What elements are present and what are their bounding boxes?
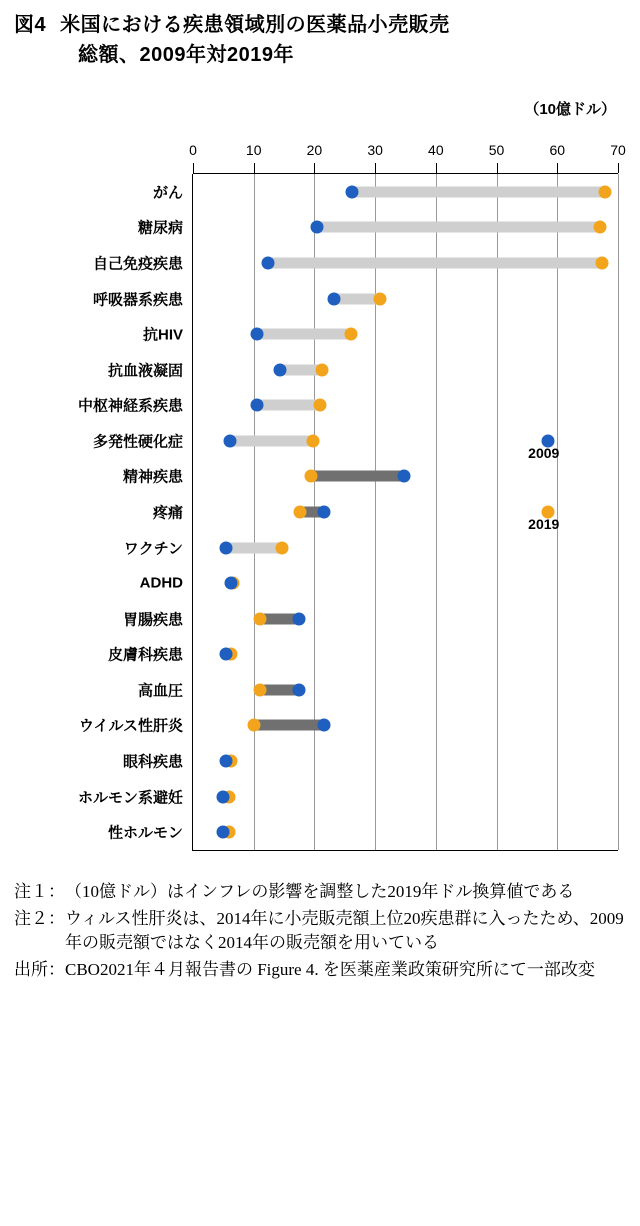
data-point-2009 (346, 185, 359, 198)
data-point-2019 (253, 612, 266, 625)
axis-tick (618, 163, 619, 173)
data-point-2009 (273, 363, 286, 376)
data-point-2019 (293, 505, 306, 518)
connector-bar (317, 222, 601, 233)
data-point-2009 (261, 256, 274, 269)
chart-row (92, 245, 618, 281)
category-label: 疼痛 (152, 504, 183, 522)
chart-row (142, 316, 618, 352)
chart-row (122, 459, 618, 495)
note-text: ウィルス性肝炎は、2014年に小売販売額上位20疾患群に入ったため、2009年の販売額ではなく2014年の販売額を用いている (65, 908, 624, 953)
axis-tick (314, 163, 315, 173)
chart-row (139, 565, 618, 601)
chart-row (92, 281, 618, 317)
connector-bar (230, 435, 313, 446)
data-point-2009 (328, 292, 341, 305)
data-point-2009 (293, 683, 306, 696)
chart-row (123, 530, 618, 566)
data-point-2009 (217, 826, 230, 839)
axis-tick-label: 50 (488, 142, 505, 158)
note-item (14, 958, 626, 983)
axis-tick-label: 0 (189, 142, 197, 158)
data-point-2009 (317, 719, 330, 732)
data-point-2019 (374, 292, 387, 305)
category-label: 精神疾患 (122, 468, 183, 486)
data-point-2009 (220, 541, 233, 554)
connector-bar (257, 329, 351, 340)
data-point-2019 (307, 434, 320, 447)
chart-row (122, 601, 618, 637)
category-label: 性ホルモン (107, 824, 183, 842)
data-point-2009 (220, 755, 233, 768)
connector-bar (254, 720, 324, 731)
axis-unit-label: （10億ドル） (524, 101, 616, 118)
axis-tick-label: 20 (306, 142, 323, 158)
figure-number: 図4 (14, 14, 47, 36)
data-point-2019 (344, 328, 357, 341)
data-point-2009 (310, 221, 323, 234)
axis-tick (193, 163, 194, 173)
data-point-2019 (594, 221, 607, 234)
data-point-2009 (217, 790, 230, 803)
data-point-2009 (220, 648, 233, 661)
note-text: （10億ドル）はインフレの影響を調整した2019年ドル換算値である (65, 882, 575, 901)
data-point-2019 (313, 399, 326, 412)
data-point-2009 (250, 399, 263, 412)
data-point-2019 (253, 683, 266, 696)
category-label: 皮膚科疾患 (107, 646, 183, 664)
note-label: 注１： (14, 882, 65, 901)
connector-bar (268, 257, 603, 268)
note-label: 注２： (14, 908, 65, 928)
axis-tick (557, 163, 558, 173)
axis-tick (436, 163, 437, 173)
category-label: 糖尿病 (137, 219, 183, 237)
chart-row (107, 814, 618, 850)
chart-row (78, 708, 618, 744)
chart-row (152, 174, 618, 210)
chart-row (107, 352, 618, 388)
category-label: 抗血液凝固 (107, 362, 183, 380)
data-point-2009 (224, 577, 237, 590)
legend-label-2009: 2009 (528, 444, 560, 461)
note-item (14, 907, 626, 956)
axis-tick-label: 40 (428, 142, 444, 158)
data-point-2019 (599, 185, 612, 198)
category-label: 抗HIV (142, 326, 183, 344)
axis-tick (497, 163, 498, 173)
data-point-2009 (317, 505, 330, 518)
connector-bar (311, 471, 404, 482)
title-line-2: 総額、2009年対2019年 (78, 44, 294, 66)
chart-row (77, 387, 618, 423)
data-point-2019 (247, 719, 260, 732)
chart-row (137, 210, 618, 246)
category-label: 自己免疫疾患 (92, 255, 183, 273)
connector-bar (257, 400, 320, 411)
chart-row (107, 637, 618, 673)
category-label: 呼吸器系疾患 (92, 291, 183, 309)
data-point-2019 (316, 363, 329, 376)
chart-row (77, 779, 618, 815)
page-title (0, 0, 640, 70)
category-label: ホルモン系避妊 (77, 789, 183, 807)
data-point-2009 (293, 612, 306, 625)
note-text: CBO2021年４月報告書の Figure 4. を医薬産業政策研究所にて一部改変 (65, 959, 595, 979)
connector-bar (226, 542, 282, 553)
axis-tick-label: 70 (610, 142, 626, 158)
plot-region (77, 142, 626, 851)
category-label: 多発性硬化症 (92, 433, 183, 451)
category-label: 胃腸疾患 (122, 611, 183, 629)
axis-tick-label: 60 (549, 142, 566, 158)
note-item (14, 880, 626, 905)
chart-area (0, 129, 640, 874)
grid-line (618, 174, 619, 850)
axis-tick (375, 163, 376, 173)
connector-bar (352, 186, 605, 197)
data-point-2009 (398, 470, 411, 483)
note-label: 出所： (14, 959, 65, 979)
title-line-1: 米国における疾患領域別の医薬品小売販売 (60, 14, 450, 36)
category-label: 中枢神経系疾患 (77, 397, 183, 415)
category-label: ウイルス性肝炎 (78, 717, 183, 735)
data-point-2009 (224, 434, 237, 447)
data-point-2019 (305, 470, 318, 483)
axis-tick-label: 30 (367, 142, 383, 158)
notes-block (0, 874, 640, 1001)
category-label: ワクチン (123, 540, 183, 558)
category-label: 眼科疾患 (122, 753, 183, 771)
data-point-2009 (251, 328, 264, 341)
data-point-2019 (276, 541, 289, 554)
category-label: がん (152, 184, 183, 202)
chart-row (137, 672, 618, 708)
axis-tick (254, 163, 255, 173)
legend-label-2019: 2019 (528, 516, 560, 532)
chart-row (122, 743, 618, 779)
axis-tick-label: 10 (245, 142, 262, 158)
category-label: 高血圧 (137, 682, 183, 700)
data-point-2019 (596, 256, 609, 269)
category-label: ADHD (139, 574, 183, 592)
